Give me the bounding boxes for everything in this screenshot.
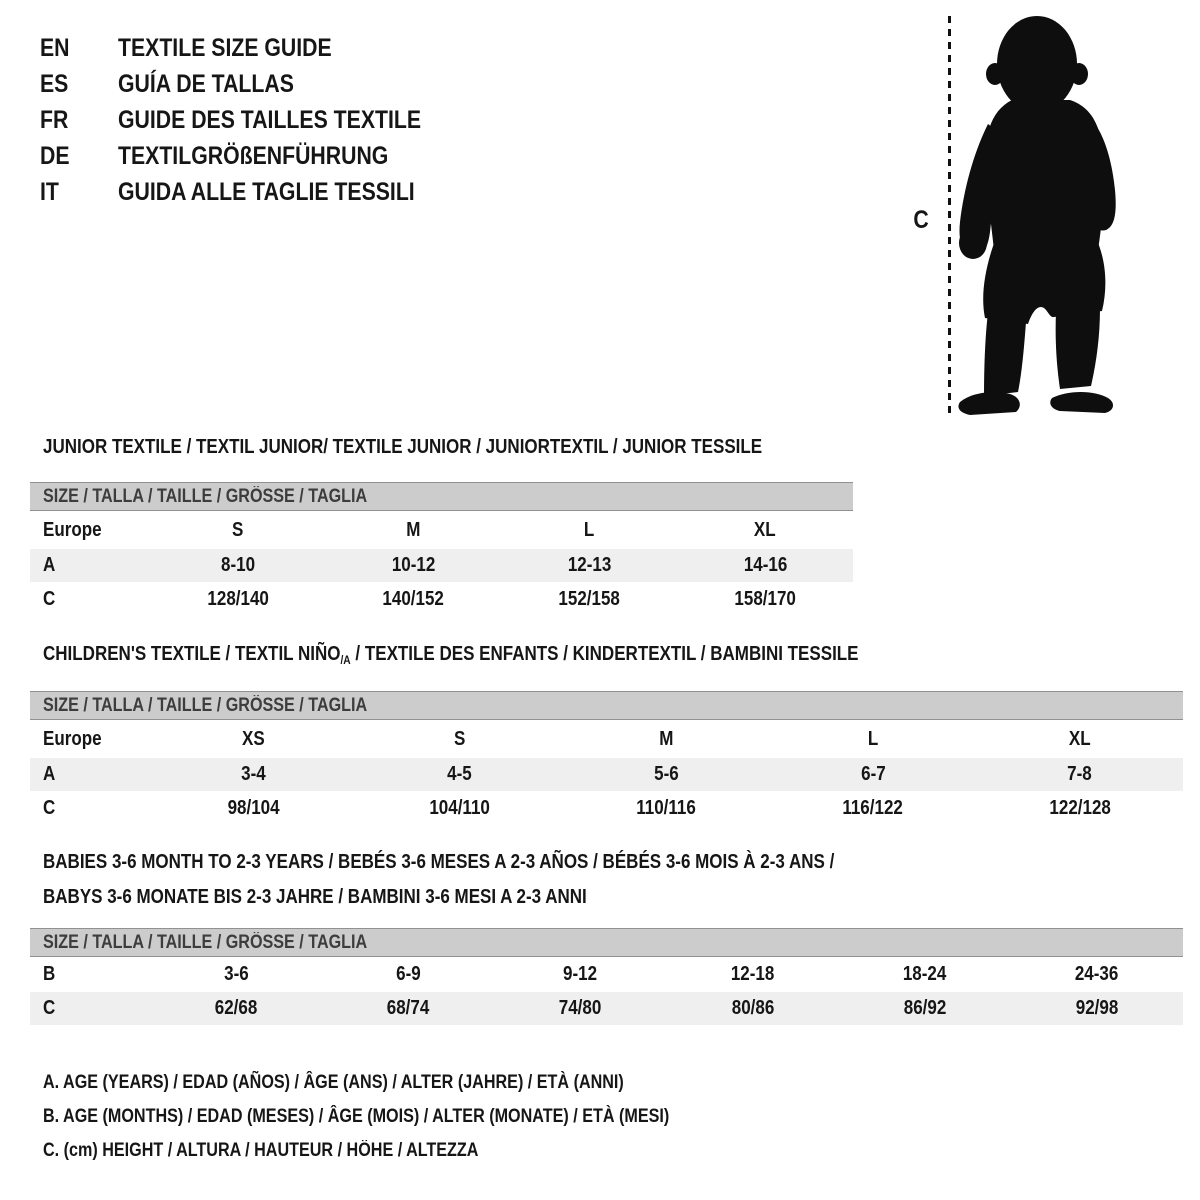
size-cell: XS [241, 727, 265, 750]
lang-title: TEXTILGRÖßENFÜHRUNG [118, 141, 389, 170]
lang-code: DE [40, 141, 70, 170]
row-label: A [43, 554, 56, 576]
value-cell: 14-16 [743, 554, 787, 576]
lang-title: GUÍA DE TALLAS [118, 69, 294, 98]
children-row-c [30, 791, 1183, 826]
value-cell: 6-9 [395, 963, 421, 985]
value-cell: 68/74 [386, 997, 430, 1019]
value-cell: 5-6 [654, 763, 679, 785]
row-label: A [43, 763, 56, 785]
size-header-bar: SIZE / TALLA / TAILLE / GRÖSSE / TAGLIA [30, 928, 1183, 957]
region-label: Europe [43, 727, 102, 750]
value-cell: 62/68 [214, 997, 258, 1019]
value-cell: 12-18 [730, 963, 775, 985]
junior-row-a [30, 549, 853, 582]
babies-section-title-line2: BABYS 3-6 MONATE BIS 2-3 JAHRE / BAMBINI 3-6 MESI A 2-3 ANNI [43, 886, 587, 908]
value-cell: 7-8 [1067, 763, 1092, 785]
value-cell: 104/110 [429, 797, 491, 819]
note-age-years: A. AGE (YEARS) / EDAD (AÑOS) / ÂGE (ANS) / ALTER (JAHRE) / ETÀ (ANNI) [43, 1072, 624, 1093]
lang-title: TEXTILE SIZE GUIDE [118, 33, 332, 62]
nino-a-subscript: /A [340, 653, 351, 667]
row-label: B [43, 963, 56, 985]
value-cell: 9-12 [563, 963, 598, 985]
value-cell: 74/80 [559, 997, 602, 1019]
size-cell: S [454, 727, 466, 750]
size-cell: L [867, 727, 879, 750]
height-measure-dashed-line [948, 16, 951, 418]
size-cell: XL [754, 518, 776, 541]
size-header-bar: SIZE / TALLA / TAILLE / GRÖSSE / TAGLIA [30, 482, 853, 511]
language-title-list [40, 30, 475, 210]
region-label: Europe [43, 518, 102, 541]
babies-size-table [30, 928, 1183, 1025]
lang-row-it [40, 174, 475, 210]
toddler-silhouette-icon [952, 12, 1147, 422]
note-height-cm: C. (cm) HEIGHT / ALTURA / HAUTEUR / HÖHE / ALTEZZA [43, 1140, 479, 1161]
lang-row-en [40, 30, 475, 66]
value-cell: 10-12 [391, 554, 436, 576]
value-cell: 6-7 [860, 763, 886, 785]
lang-code: ES [40, 69, 69, 98]
row-label: C [43, 588, 56, 610]
size-cell: XL [1068, 727, 1091, 750]
value-cell: 4-5 [447, 763, 473, 785]
value-cell: 98/104 [227, 797, 280, 819]
value-cell: 3-6 [223, 963, 249, 985]
babies-section-title-line1: BABIES 3-6 MONTH TO 2-3 YEARS / BEBÉS 3-6 MESES A 2-3 AÑOS / BÉBÉS 3-6 MOIS À 2-3 ANS / [43, 851, 835, 873]
lang-row-fr [40, 102, 475, 138]
junior-row-c [30, 582, 853, 617]
lang-code: EN [40, 33, 70, 62]
children-row-a [30, 758, 1183, 791]
size-cell: S [232, 518, 244, 541]
value-cell: 12-13 [567, 554, 612, 576]
row-label: C [43, 997, 56, 1019]
value-cell: 8-10 [220, 554, 255, 576]
value-cell: 116/122 [842, 797, 904, 819]
babies-row-b [30, 957, 1183, 992]
size-cell: L [584, 518, 595, 541]
value-cell: 128/140 [207, 588, 269, 610]
value-cell: 110/116 [636, 797, 697, 819]
lang-title: GUIDA ALLE TAGLIE TESSILI [118, 177, 415, 206]
junior-size-table [30, 482, 853, 617]
babies-row-c [30, 992, 1183, 1025]
junior-header-row [30, 511, 853, 549]
legend-notes [43, 1066, 780, 1168]
value-cell: 86/92 [903, 997, 947, 1019]
size-cell: M [406, 518, 421, 541]
children-size-table [30, 691, 1183, 826]
size-header-bar: SIZE / TALLA / TAILLE / GRÖSSE / TAGLIA [30, 691, 1183, 720]
value-cell: 122/128 [1048, 797, 1111, 819]
junior-section-title: JUNIOR TEXTILE / TEXTIL JUNIOR/ TEXTILE JUNIOR / JUNIORTEXTIL / JUNIOR TESSILE [43, 436, 763, 458]
lang-code: IT [40, 177, 59, 206]
lang-title: GUIDE DES TAILLES TEXTILE [118, 105, 422, 134]
children-section-title: CHILDREN'S TEXTILE / TEXTIL $NIÑO_{/A}$ / TEXTILE DES ENFANTS / KINDERTEXTIL / BAMBINI TESSILE [43, 643, 859, 667]
value-cell: 152/158 [558, 588, 621, 610]
lang-code: FR [40, 105, 69, 134]
value-cell: 24-36 [1075, 963, 1119, 985]
children-header-row [30, 720, 1183, 758]
row-label: C [43, 797, 56, 819]
value-cell: 3-4 [241, 763, 266, 785]
value-cell: 140/152 [382, 588, 445, 610]
lang-row-es [40, 66, 475, 102]
value-cell: 158/170 [734, 588, 796, 610]
value-cell: 80/86 [731, 997, 774, 1019]
size-cell: M [659, 727, 674, 750]
height-measure-label: C [913, 206, 929, 234]
value-cell: 18-24 [903, 963, 947, 985]
lang-row-de [40, 138, 475, 174]
value-cell: 92/98 [1075, 997, 1119, 1019]
note-age-months: B. AGE (MONTHS) / EDAD (MESES) / ÂGE (MOIS) / ALTER (MONATE) / ETÀ (MESI) [43, 1106, 670, 1127]
